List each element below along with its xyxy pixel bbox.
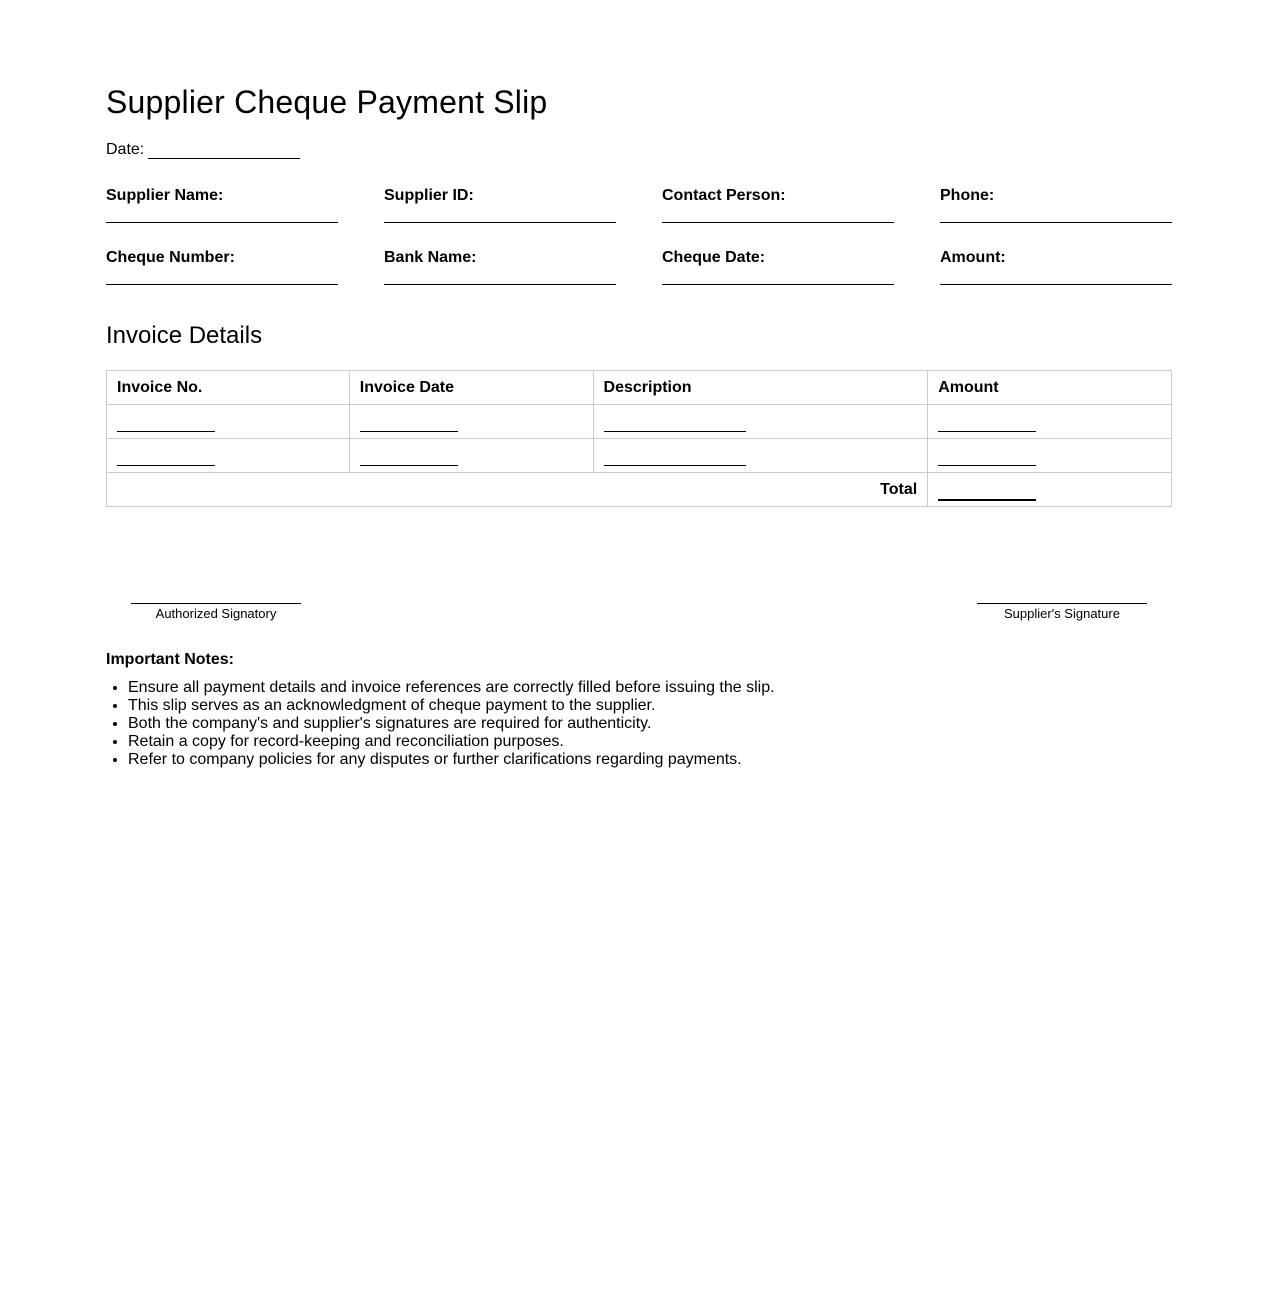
amount-cell[interactable] [928,439,1172,473]
bank-name-label: Bank Name: [384,249,477,266]
phone-line[interactable] [940,206,1172,223]
table-row [107,439,1172,473]
blank-line[interactable] [604,451,746,466]
supplier-name-label: Supplier Name: [106,187,224,204]
list-item: • Ensure all payment details and invoice references are correctly filled before issuing the slip. [128,679,775,697]
list-item: • Retain a copy for record-keeping and reconciliation purposes. [128,733,775,751]
bank-name-line[interactable] [384,268,616,285]
supplier-id-field[interactable] [384,187,616,223]
supplier-id-label: Supplier ID: [384,187,474,204]
date-field[interactable] [148,142,300,159]
amount-label: Amount: [940,249,1006,266]
supplier-fields-row [106,187,1172,223]
page-title: Supplier Cheque Payment Slip [106,84,548,120]
bank-name-field[interactable] [384,249,616,285]
list-item: • This slip serves as an acknowledgment of cheque payment to the supplier. [128,697,775,715]
blank-line[interactable] [604,417,746,432]
amount-line[interactable] [940,268,1172,285]
authorized-signatory-label: Authorized Signatory [155,606,277,621]
invoice-section-title: Invoice Details [106,322,263,349]
invoice-date-cell[interactable] [349,439,593,473]
blank-line[interactable] [117,417,215,432]
phone-field[interactable] [940,187,1172,223]
date-row [106,141,300,159]
amount-field[interactable] [940,249,1172,285]
blank-line[interactable] [117,451,215,466]
blank-line[interactable] [360,417,458,432]
total-label: Total [107,473,928,507]
cheque-number-field[interactable] [106,249,338,285]
supplier-name-line[interactable] [106,206,338,223]
blank-line[interactable] [938,417,1036,432]
amount-cell[interactable] [928,405,1172,439]
supplier-signature-label: Supplier's Signature [1004,606,1120,621]
cheque-date-field[interactable] [662,249,894,285]
contact-person-label: Contact Person: [662,187,786,204]
list-item: • Refer to company policies for any disputes or further clarifications regarding payments. [128,751,775,769]
notes-title: Important Notes: [106,651,234,668]
cheque-number-label: Cheque Number: [106,249,235,266]
invoice-no-cell[interactable] [107,405,350,439]
cheque-date-line[interactable] [662,268,894,285]
column-header-amount: Amount [928,371,1172,405]
authorized-signatory-line[interactable] [131,603,301,621]
blank-line[interactable] [360,451,458,466]
total-row [107,473,1172,507]
cheque-date-label: Cheque Date: [662,249,766,266]
contact-person-line[interactable] [662,206,894,223]
date-label: Date: [106,141,145,158]
invoice-no-cell[interactable] [107,439,350,473]
list-item: • Both the company's and supplier's signatures are required for authenticity. [128,715,775,733]
total-blank-line[interactable] [938,485,1036,501]
notes-list [106,679,775,769]
invoice-table [106,370,1172,507]
cheque-number-line[interactable] [106,268,338,285]
description-cell[interactable] [593,439,928,473]
column-header-invoice-no: Invoice No. [107,371,350,405]
column-header-description: Description [593,371,928,405]
total-amount-cell[interactable] [928,473,1172,507]
column-header-invoice-date: Invoice Date [349,371,593,405]
blank-line[interactable] [938,451,1036,466]
description-cell[interactable] [593,405,928,439]
contact-person-field[interactable] [662,187,894,223]
phone-label: Phone: [940,187,995,204]
supplier-name-field[interactable] [106,187,338,223]
table-header-row [107,371,1172,405]
supplier-id-line[interactable] [384,206,616,223]
cheque-fields-row [106,249,1172,285]
supplier-signature-line[interactable] [977,603,1147,621]
table-row [107,405,1172,439]
invoice-date-cell[interactable] [349,405,593,439]
